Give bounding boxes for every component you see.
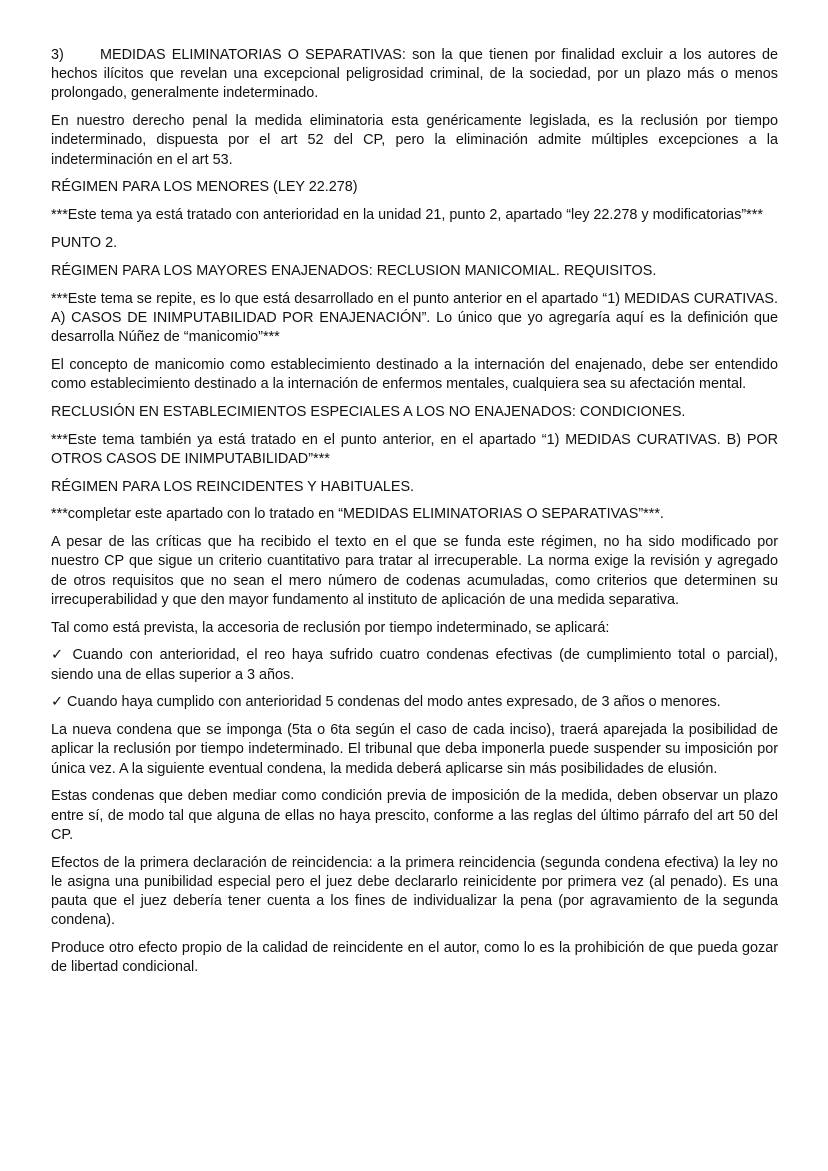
- heading-reincidentes: RÉGIMEN PARA LOS REINCIDENTES Y HABITUALES.: [51, 478, 415, 495]
- paragraph-nueva-condena: La nueva condena que se imponga (5ta o 6ta según el caso de cada inciso), traerá aparejada la posibilidad de aplicar la reclusión por tiempo indeterminado. El tribunal que deba imponerla puede suspender su imposición por única vez. A la siguiente eventual condena, la medida deberá aplicarse sin más posibilidades de elusión.: [51, 722, 778, 777]
- item-number: 3): [51, 47, 64, 63]
- note-medidas-curativas-b: ***Este tema también ya está tratado en el punto anterior, en el apartado “1) MEDIDAS CURATIVAS. B) POR OTROS CASOS DE INIMPUTABILIDAD”***: [51, 431, 778, 467]
- note-medidas-curativas-a: ***Este tema se repite, es lo que está desarrollado en el punto anterior en el apartado “1) MEDIDAS CURATIVAS. A) CASOS DE INIMPUTABILIDAD POR ENAJENACIÓN”. Lo único que yo agregaría aquí es la definición que desarrolla Núñez de “manicomio”***: [51, 290, 778, 345]
- paragraph-medidas-eliminatorias: [51, 46, 778, 104]
- note-completar: ***completar este apartado con lo tratado en “MEDIDAS ELIMINATORIAS O SEPARATIVAS”***.: [51, 506, 664, 523]
- checklist-item-cuatro-condenas: ✓ Cuando con anterioridad, el reo haya sufrido cuatro condenas efectivas (de cumplimiento total o parcial), siendo una de ellas superior a 3 años.: [51, 647, 778, 683]
- paragraph-libertad-condicional: Produce otro efecto propio de la calidad de reincidente en el autor, como lo es la prohibición de que pueda gozar de libertad condicional.: [51, 940, 778, 976]
- heading-no-enajenados: RECLUSIÓN EN ESTABLECIMIENTOS ESPECIALES A LOS NO ENAJENADOS: CONDICIONES.: [51, 403, 686, 420]
- paragraph-derecho-penal: En nuestro derecho penal la medida eliminatoria esta genéricamente legislada, es la reclusión por tiempo indeterminado, dispuesta por el art 52 del CP, pero la eliminación admite múltiples excepciones a la indeterminación en el art 53.: [51, 113, 778, 168]
- checklist-item-cinco-condenas: ✓ Cuando haya cumplido con anterioridad 5 condenas del modo antes expresado, de 3 años o menores.: [51, 694, 721, 711]
- paragraph-efectos-reincidencia: Efectos de la primera declaración de reincidencia: a la primera reincidencia (segunda condena efectiva) la ley no le asigna una punibilidad especial pero el juez debe declararlo reinicidente por primera vez (al penado). Es una pauta que el juez debería tener cuenta a los fines de individualizar la pena (por agravamiento de la segunda condena).: [51, 854, 778, 929]
- heading-mayores-enajenados: RÉGIMEN PARA LOS MAYORES ENAJENADOS: RECLUSION MANICOMIAL. REQUISITOS.: [51, 262, 657, 279]
- paragraph-manicomio: El concepto de manicomio como establecimiento destinado a la internación del enajenado, debe ser entendido como establecimiento destinado a la internación de enfermos mentales, cualquiera sea su afectación mental.: [51, 356, 778, 392]
- paragraph-criticas: A pesar de las críticas que ha recibido el texto en el que se funda este régimen, no ha sido modificado por nuestro CP que sigue un criterio cuantitativo para tratar al irrecuperable. La norma exige la revisión y agregado de otros requisitos que no sean el mero número de codenas acumuladas, como criterios que determinen su irrecuperabilidad y que den mayor fundamento al instituto de aplicación de una medida separativa.: [51, 534, 778, 608]
- paragraph-plazo: Estas condenas que deben mediar como condición previa de imposición de la medida, deben observar un plazo entre sí, de modo tal que alguna de ellas no haya prescito, conforme a las reglas del último párrafo del art 50 del CP.: [51, 788, 778, 843]
- heading-punto-2: PUNTO 2.: [51, 235, 118, 251]
- note-ley-22278: ***Este tema ya está tratado con anterioridad en la unidad 21, punto 2, apartado “ley 22.278 y modificatorias”***: [51, 207, 763, 224]
- paragraph-prevista: Tal como está prevista, la accesoria de reclusión por tiempo indeterminado, se aplicará:: [51, 619, 610, 636]
- document-page: [51, 46, 778, 986]
- heading-regimen-menores: RÉGIMEN PARA LOS MENORES (LEY 22.278): [51, 179, 358, 196]
- paragraph-text: MEDIDAS ELIMINATORIAS O SEPARATIVAS: son la que tienen por finalidad excluir a los autores de hechos ilícitos que revelan una excepcional peligrosidad criminal, de la sociedad, por un plazo más o menos prolongado, generalmente indeterminado.: [51, 47, 778, 102]
